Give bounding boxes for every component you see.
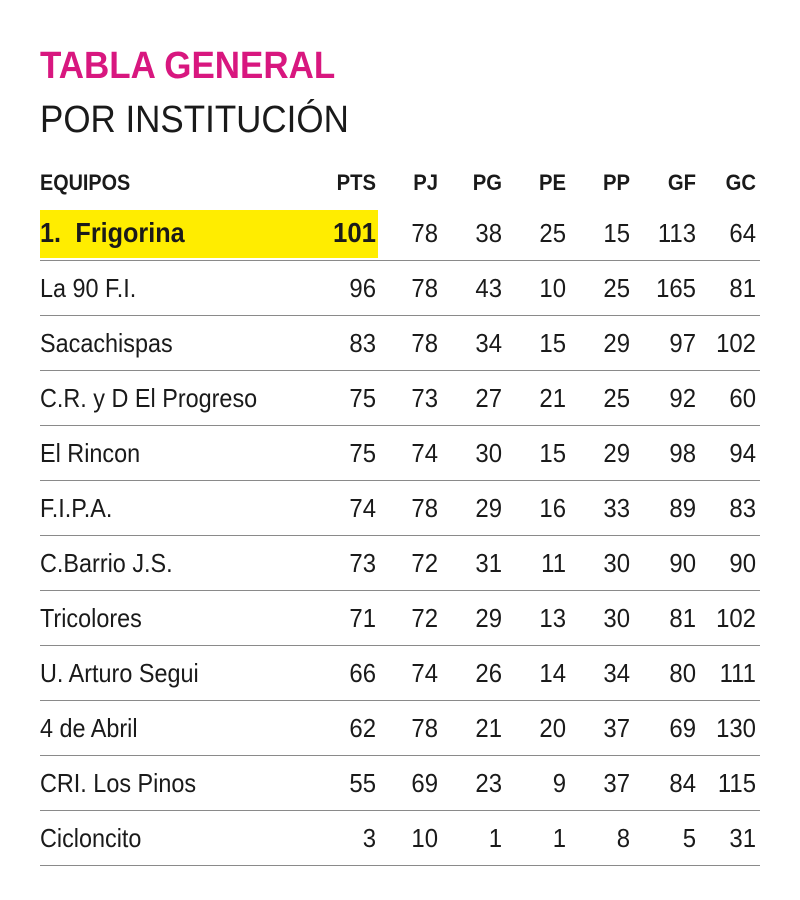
cell-pj: 78	[411, 712, 438, 743]
header-gc: GC	[725, 170, 756, 195]
cell-pg: 23	[475, 767, 502, 798]
table-row	[40, 481, 760, 536]
table-row	[40, 261, 760, 316]
cell-gf: 113	[657, 217, 696, 248]
cell-gc: 60	[729, 382, 756, 413]
header-pts: PTS	[336, 170, 376, 195]
cell-pe: 15	[539, 437, 566, 468]
cell-pj: 74	[411, 657, 438, 688]
cell-pe: 21	[539, 382, 566, 413]
cell-pj: 73	[411, 382, 438, 413]
cell-pg: 26	[475, 657, 502, 688]
cell-pts: 73	[349, 547, 376, 578]
cell-pp: 8	[616, 822, 630, 853]
cell-pts: 62	[349, 712, 376, 743]
team-name: Cicloncito	[40, 822, 142, 853]
cell-pp: 25	[603, 382, 630, 413]
header-pj: PJ	[413, 170, 438, 195]
cell-pts: 75	[349, 382, 376, 413]
cell-pe: 20	[539, 712, 566, 743]
cell-pts: 74	[349, 492, 376, 523]
cell-gc: 90	[729, 547, 756, 578]
cell-pg: 1	[488, 822, 502, 853]
cell-gc: 94	[729, 437, 756, 468]
cell-gf: 97	[669, 327, 696, 358]
team-name: F.I.P.A.	[40, 492, 113, 523]
cell-pe: 9	[552, 767, 566, 798]
cell-pj: 78	[411, 217, 438, 248]
cell-pts: 66	[349, 657, 376, 688]
cell-pg: 30	[475, 437, 502, 468]
team-name: El Rincon	[40, 437, 141, 468]
cell-pe: 1	[552, 822, 566, 853]
table-row	[40, 316, 760, 371]
page-subtitle: POR INSTITUCIÓN	[40, 99, 349, 141]
cell-gc: 81	[729, 272, 756, 303]
cell-gf: 84	[669, 767, 696, 798]
standings-table	[40, 160, 760, 866]
team-name: Tricolores	[40, 602, 142, 633]
header-pe: PE	[538, 170, 566, 195]
table-row	[40, 426, 760, 481]
cell-gf: 81	[669, 602, 696, 633]
cell-pe: 10	[539, 272, 566, 303]
header-gf: GF	[667, 170, 696, 195]
cell-gc: 64	[729, 217, 756, 248]
cell-pts: 71	[349, 602, 376, 633]
table-row-leader	[40, 206, 760, 261]
cell-pj: 78	[411, 327, 438, 358]
header-pg: PG	[472, 170, 502, 195]
cell-pj: 10	[411, 822, 438, 853]
cell-gc: 111	[719, 657, 756, 688]
team-name: Sacachispas	[40, 327, 173, 358]
cell-gf: 5	[682, 822, 696, 853]
cell-gc: 130	[716, 712, 756, 743]
cell-pj: 78	[411, 272, 438, 303]
cell-pp: 25	[603, 272, 630, 303]
cell-pts: 96	[349, 272, 376, 303]
cell-pp: 33	[603, 492, 630, 523]
cell-gf: 80	[669, 657, 696, 688]
team-name: CRI. Los Pinos	[40, 767, 197, 798]
table-row	[40, 591, 760, 646]
cell-gc: 83	[729, 492, 756, 523]
team-name: La 90 F.I.	[40, 272, 137, 303]
cell-pe: 11	[541, 547, 566, 578]
cell-gf: 92	[669, 382, 696, 413]
cell-pp: 30	[603, 547, 630, 578]
cell-pe: 14	[539, 657, 566, 688]
cell-pp: 37	[603, 712, 630, 743]
cell-pg: 34	[475, 327, 502, 358]
cell-pts: 55	[349, 767, 376, 798]
cell-pe: 13	[539, 602, 566, 633]
cell-pp: 15	[603, 217, 630, 248]
team-label: Frigorina	[75, 217, 185, 248]
cell-pj: 72	[411, 602, 438, 633]
cell-pts: 101	[333, 217, 376, 248]
cell-gc: 102	[716, 602, 756, 633]
cell-pp: 37	[603, 767, 630, 798]
cell-pj: 78	[411, 492, 438, 523]
header-pp: PP	[602, 170, 630, 195]
cell-pg: 21	[475, 712, 502, 743]
table-row	[40, 811, 760, 866]
cell-pp: 34	[603, 657, 630, 688]
cell-gf: 90	[669, 547, 696, 578]
cell-pp: 30	[603, 602, 630, 633]
cell-gf: 89	[669, 492, 696, 523]
team-name: C.R. y D El Progreso	[40, 382, 258, 413]
cell-pg: 31	[475, 547, 502, 578]
cell-pg: 43	[475, 272, 502, 303]
cell-pts: 75	[349, 437, 376, 468]
header-team: EQUIPOS	[40, 170, 131, 195]
team-name	[40, 206, 185, 260]
table-header-row	[40, 160, 760, 206]
cell-gf: 98	[669, 437, 696, 468]
cell-pg: 38	[475, 217, 502, 248]
table-row	[40, 371, 760, 426]
cell-pj: 72	[411, 547, 438, 578]
cell-pp: 29	[603, 437, 630, 468]
table-row	[40, 756, 760, 811]
cell-gc: 115	[717, 767, 756, 798]
cell-pe: 25	[539, 217, 566, 248]
cell-pts: 3	[362, 822, 376, 853]
page-title: TABLA GENERAL	[40, 45, 336, 87]
cell-pg: 29	[475, 602, 502, 633]
cell-pts: 83	[349, 327, 376, 358]
cell-pg: 27	[475, 382, 502, 413]
cell-gf: 165	[656, 272, 696, 303]
cell-pj: 74	[411, 437, 438, 468]
cell-gc: 102	[716, 327, 756, 358]
table-row	[40, 701, 760, 756]
cell-pj: 69	[411, 767, 438, 798]
table-row	[40, 646, 760, 701]
cell-pe: 16	[539, 492, 566, 523]
team-name: U. Arturo Segui	[40, 657, 199, 688]
table-row	[40, 536, 760, 591]
cell-gf: 69	[669, 712, 696, 743]
team-name: 4 de Abril	[40, 712, 138, 743]
team-rank: 1.	[40, 217, 62, 248]
team-name: C.Barrio J.S.	[40, 547, 173, 578]
cell-pp: 29	[603, 327, 630, 358]
cell-pe: 15	[539, 327, 566, 358]
cell-gc: 31	[729, 822, 756, 853]
cell-pg: 29	[475, 492, 502, 523]
